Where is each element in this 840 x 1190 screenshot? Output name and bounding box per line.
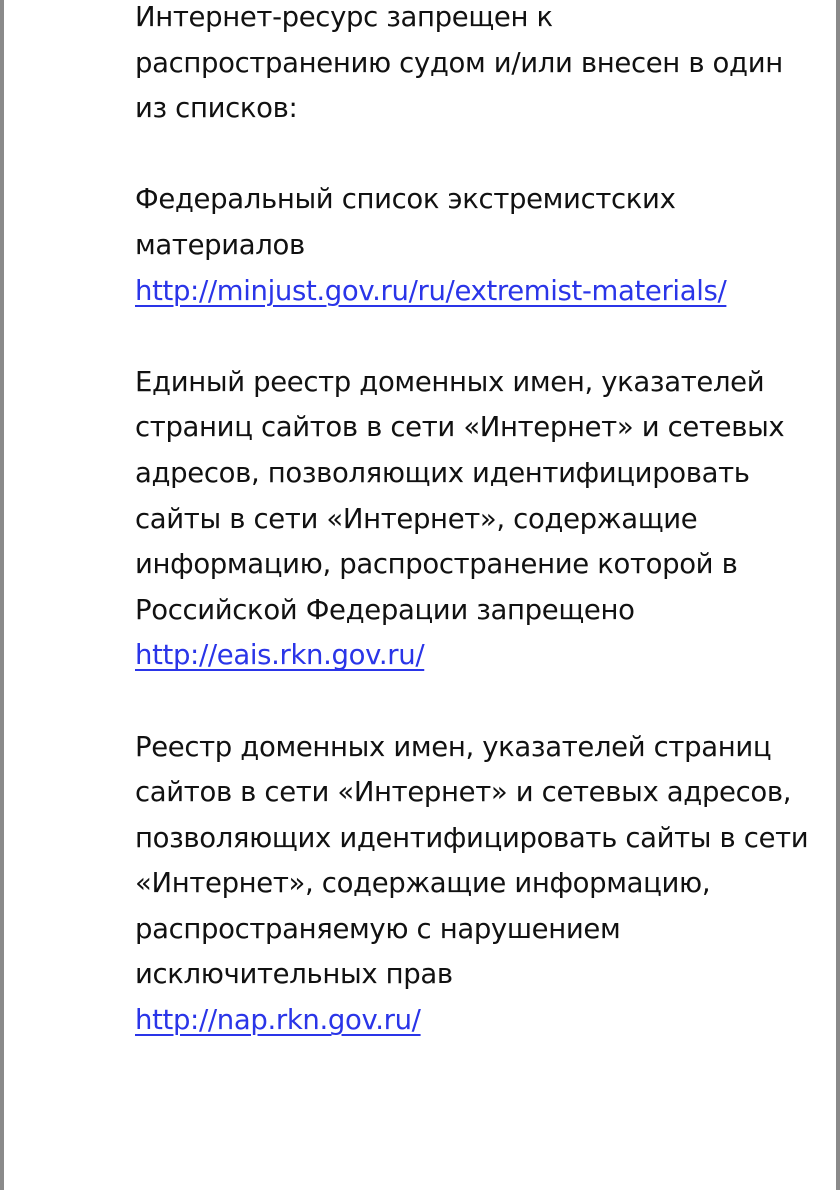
list-link[interactable]: http://eais.rkn.gov.ru/ [135,639,425,672]
list-link[interactable]: http://minjust.gov.ru/ru/extremist-materials/ [135,274,727,307]
list-extremist-materials [135,177,815,314]
list-title: Реестр доменных имен, указателей страниц сайтов в сети «Интернет» и сетевых адресов, позволяющих идентифицировать сайты в сети «Интернет», содержащие информацию, распространяемую с нарушением исключительных прав [135,730,809,991]
list-eais-registry [135,360,815,679]
list-title: Единый реестр доменных имен, указателей страниц сайтов в сети «Интернет» и сетевых адресов, позволяющих идентифицировать сайты в сети «Интернет», содержащие информацию, распространение которой в Российской Федерации запрещено [135,365,785,626]
intro-text: Интернет-ресурс запрещен к распространению судом и/или внесен в один из списков: [135,1,783,125]
list-nap-registry [135,725,815,1044]
blocked-resource-notice [135,0,815,1044]
list-title: Федеральный список экстремистских материалов [135,183,676,261]
list-link[interactable]: http://nap.rkn.gov.ru/ [135,1004,421,1037]
